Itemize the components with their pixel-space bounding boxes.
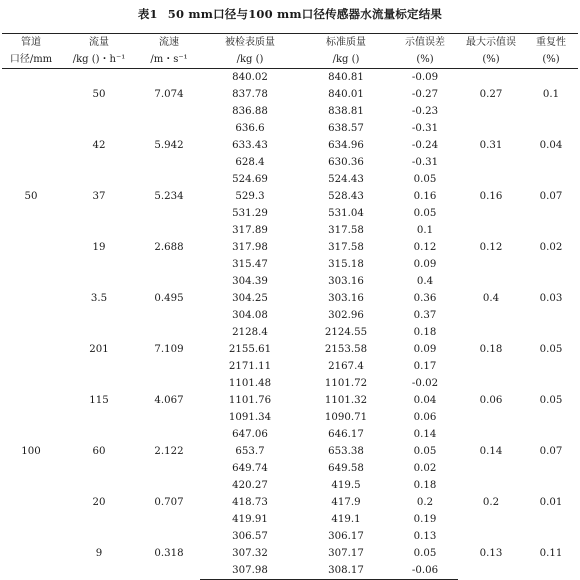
standard-mass-cell: 646.17 [328, 429, 364, 440]
tested-mass-cell: 419.91 [232, 514, 268, 525]
table-header [2, 34, 578, 69]
header-flow: 流量 [60, 34, 138, 52]
standard-mass-cell: 302.96 [328, 310, 364, 321]
table-row [2, 222, 578, 239]
indication-error-cell: -0.09 [411, 72, 439, 83]
tested-mass-cell: 307.32 [232, 548, 268, 559]
repeatability-cell: 0.04 [539, 140, 563, 151]
header-pipe-unit: 口径/mm [2, 51, 60, 69]
tested-mass-cell: 317.98 [232, 242, 268, 253]
flow-cell: 19 [92, 242, 106, 253]
indication-error-cell: 0.05 [413, 446, 437, 457]
calibration-table [2, 33, 578, 580]
tested-mass-cell: 636.6 [235, 123, 265, 134]
standard-mass-cell: 306.17 [328, 531, 364, 542]
repeatability-cell: 0.02 [539, 242, 563, 253]
header-speed-unit: /m・s⁻¹ [138, 51, 200, 69]
speed-cell: 5.234 [154, 191, 184, 202]
speed-cell: 7.074 [154, 89, 184, 100]
header-row-2 [2, 51, 578, 69]
header-tested-mass: 被检表质量 [200, 34, 300, 52]
indication-error-cell: 0.4 [416, 276, 434, 287]
tested-mass-cell: 317.89 [232, 225, 268, 236]
tested-mass-cell: 315.47 [232, 259, 268, 270]
indication-error-cell: 0.09 [413, 259, 437, 270]
table-caption [0, 6, 580, 22]
table-row [2, 273, 578, 290]
flow-cell: 42 [92, 140, 106, 151]
standard-mass-cell: 838.81 [328, 106, 364, 117]
indication-error-cell: -0.02 [411, 378, 439, 389]
standard-mass-cell: 2124.55 [324, 327, 368, 338]
indication-error-cell: 0.04 [413, 395, 437, 406]
flow-cell: 20 [92, 497, 106, 508]
flow-cell: 201 [89, 344, 109, 355]
standard-mass-cell: 630.36 [328, 157, 364, 168]
standard-mass-cell: 419.5 [331, 480, 361, 491]
tested-mass-cell: 628.4 [235, 157, 265, 168]
flow-cell: 3.5 [90, 293, 108, 304]
indication-error-cell: -0.06 [392, 562, 458, 580]
speed-cell: 7.109 [154, 344, 184, 355]
header-pipe: 管道 [2, 34, 60, 52]
indication-error-cell: -0.31 [411, 123, 439, 134]
standard-mass-cell: 840.81 [328, 72, 364, 83]
indication-error-cell: 0.1 [416, 225, 434, 236]
table-body [2, 69, 578, 580]
max-error-cell: 0.31 [479, 140, 503, 151]
standard-mass-cell: 317.58 [328, 242, 364, 253]
tested-mass-cell: 306.57 [232, 531, 268, 542]
header-flow-unit: /kg ()・h⁻¹ [60, 51, 138, 69]
tested-mass-cell: 2171.11 [228, 361, 272, 372]
tested-mass-cell: 2128.4 [232, 327, 268, 338]
speed-cell: 0.318 [154, 548, 184, 560]
standard-mass-cell: 653.38 [328, 446, 364, 457]
indication-error-cell: 0.12 [413, 242, 437, 253]
repeatability-cell: 0.07 [539, 446, 563, 457]
table-number: 表1 [137, 7, 158, 21]
tested-mass-cell: 647.06 [232, 429, 268, 440]
indication-error-cell: 0.18 [413, 480, 437, 491]
table-row [2, 69, 578, 87]
standard-mass-cell: 303.16 [328, 293, 364, 304]
standard-mass-cell: 638.57 [328, 123, 364, 134]
repeatability-cell: 0.05 [539, 395, 563, 406]
indication-error-cell: -0.27 [411, 89, 439, 100]
tested-mass-cell: 1091.34 [228, 412, 272, 423]
tested-mass-cell: 649.74 [232, 463, 268, 474]
tested-mass-cell: 2155.61 [228, 344, 272, 355]
flow-cell: 60 [92, 446, 106, 457]
tested-mass-cell: 418.73 [232, 497, 268, 508]
repeatability-cell: 0.03 [539, 293, 563, 304]
indication-error-cell: 0.16 [413, 191, 437, 202]
max-error-cell: 0.06 [479, 395, 503, 406]
indication-error-cell: 0.18 [413, 327, 437, 338]
standard-mass-cell: 315.18 [328, 259, 364, 270]
pipe-diameter-cell: 100 [21, 446, 41, 458]
standard-mass-cell: 634.96 [328, 140, 364, 151]
flow-cell: 115 [89, 395, 109, 406]
standard-mass-cell: 1101.32 [324, 395, 368, 406]
header-repeatability-unit: (%) [524, 51, 578, 69]
tested-mass-cell: 653.7 [235, 446, 265, 457]
max-error-cell: 0.18 [479, 344, 503, 355]
header-indication-error: 示值误差 [392, 34, 458, 52]
standard-mass-cell: 419.1 [331, 514, 361, 525]
header-max-error-unit: (%) [458, 51, 524, 69]
flow-cell: 50 [92, 89, 106, 100]
indication-error-cell: -0.24 [411, 140, 439, 151]
repeatability-cell: 0.01 [539, 497, 563, 508]
max-error-cell: 0.27 [479, 89, 503, 100]
standard-mass-cell: 303.16 [328, 276, 364, 287]
indication-error-cell: 0.19 [413, 514, 437, 525]
indication-error-cell: 0.05 [413, 174, 437, 185]
tested-mass-cell: 531.29 [232, 208, 268, 219]
table-row [2, 324, 578, 341]
speed-cell: 2.122 [154, 446, 184, 457]
tested-mass-cell: 304.08 [232, 310, 268, 321]
indication-error-cell: 0.06 [413, 412, 437, 423]
tested-mass-cell: 633.43 [232, 140, 268, 151]
tested-mass-cell: 304.25 [232, 293, 268, 304]
tested-mass-cell: 420.27 [232, 480, 268, 491]
standard-mass-cell: 528.43 [328, 191, 364, 202]
standard-mass-cell: 1090.71 [324, 412, 368, 423]
standard-mass-cell: 531.04 [328, 208, 364, 219]
header-max-error: 最大示值误 [458, 34, 524, 52]
max-error-cell: 0.14 [479, 446, 503, 457]
standard-mass-cell: 308.17 [300, 562, 392, 580]
standard-mass-cell: 417.9 [331, 497, 361, 508]
indication-error-cell: 0.14 [413, 429, 437, 440]
indication-error-cell: 0.05 [413, 208, 437, 219]
speed-cell: 5.942 [154, 140, 184, 151]
repeatability-cell: 0.11 [539, 548, 563, 560]
header-row-1 [2, 34, 578, 52]
repeatability-cell: 0.1 [542, 89, 560, 100]
tested-mass-cell: 836.88 [232, 106, 268, 117]
table-row [2, 528, 578, 545]
tested-mass-cell: 1101.48 [228, 378, 272, 389]
indication-error-cell: -0.23 [411, 106, 439, 117]
standard-mass-cell: 307.17 [328, 548, 364, 559]
standard-mass-cell: 317.58 [328, 225, 364, 236]
table-row [2, 171, 578, 188]
indication-error-cell: 0.2 [416, 497, 434, 508]
repeatability-cell: 0.07 [539, 191, 563, 202]
indication-error-cell: -0.31 [411, 157, 439, 168]
max-error-cell: 0.2 [482, 497, 500, 508]
indication-error-cell: 0.17 [413, 361, 437, 372]
max-error-cell: 0.4 [482, 293, 500, 304]
pipe-diameter-cell: 50 [24, 191, 38, 202]
tested-mass-cell: 529.3 [235, 191, 265, 202]
tested-mass-cell: 524.69 [232, 174, 268, 185]
speed-cell: 0.707 [154, 497, 184, 508]
tested-mass-cell: 840.02 [232, 72, 268, 83]
standard-mass-cell: 649.58 [328, 463, 364, 474]
max-error-cell: 0.16 [479, 191, 503, 202]
table-title: 50 mm口径与100 mm口径传感器水流量标定结果 [167, 7, 443, 21]
flow-cell: 9 [95, 548, 103, 560]
indication-error-cell: 0.13 [413, 531, 437, 542]
max-error-cell: 0.13 [479, 548, 503, 560]
standard-mass-cell: 2153.58 [324, 344, 368, 355]
header-standard-mass-unit: /kg () [300, 51, 392, 69]
standard-mass-cell: 840.01 [328, 89, 364, 100]
standard-mass-cell: 2167.4 [328, 361, 364, 372]
table-row [2, 477, 578, 494]
header-tested-mass-unit: /kg () [200, 51, 300, 69]
table-row [2, 120, 578, 137]
table-row [2, 375, 578, 392]
repeatability-cell: 0.05 [539, 344, 563, 355]
tested-mass-cell: 1101.76 [228, 395, 272, 406]
tested-mass-cell: 304.39 [232, 276, 268, 287]
flow-cell: 37 [92, 191, 106, 202]
header-repeatability: 重复性 [524, 34, 578, 52]
speed-cell: 4.067 [154, 395, 184, 406]
header-speed: 流速 [138, 34, 200, 52]
tested-mass-cell: 837.78 [232, 89, 268, 100]
table-row [2, 426, 578, 443]
indication-error-cell: 0.09 [413, 344, 437, 355]
header-standard-mass: 标准质量 [300, 34, 392, 52]
speed-cell: 2.688 [154, 242, 184, 253]
header-indication-error-unit: (%) [392, 51, 458, 69]
standard-mass-cell: 1101.72 [324, 378, 368, 389]
standard-mass-cell: 524.43 [328, 174, 364, 185]
max-error-cell: 0.12 [479, 242, 503, 253]
indication-error-cell: 0.02 [413, 463, 437, 474]
indication-error-cell: 0.05 [413, 548, 437, 559]
tested-mass-cell: 307.98 [200, 562, 300, 580]
speed-cell: 0.495 [154, 293, 184, 304]
indication-error-cell: 0.37 [413, 310, 437, 321]
indication-error-cell: 0.36 [413, 293, 437, 304]
